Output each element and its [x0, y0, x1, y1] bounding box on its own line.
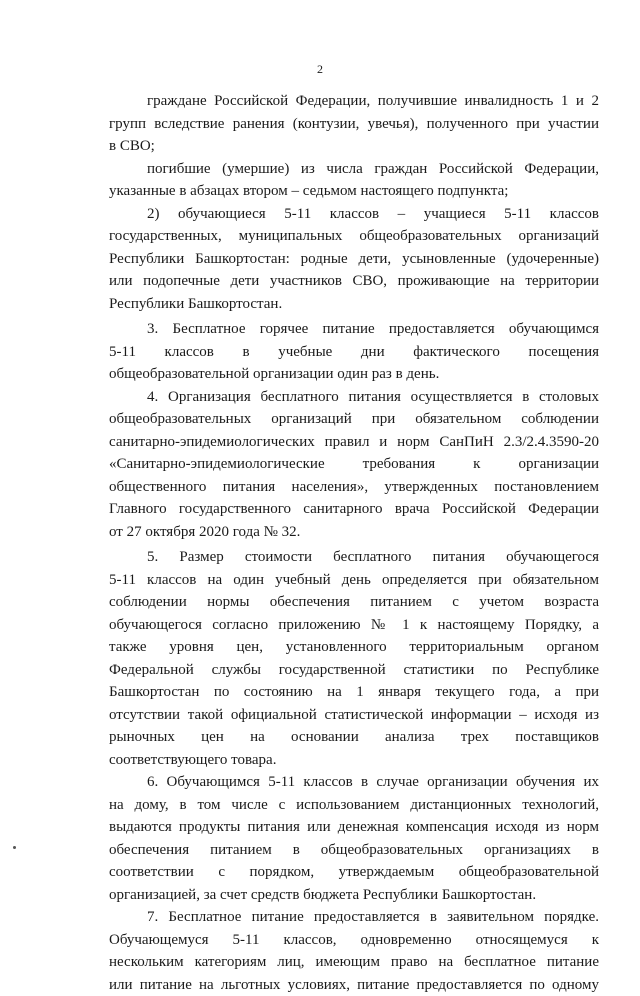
text-line: государственных, муниципальных общеобразовательных организаций	[109, 225, 599, 248]
text-line: отсутствии такой официальной статистической информации – исходя из	[109, 704, 599, 727]
text-line: граждане Российской Федерации, получившие инвалидность 1 и 2	[109, 90, 599, 113]
page-number: 2	[0, 62, 640, 77]
text-line: соответствии с порядком, утверждаемым общеобразовательной	[109, 861, 599, 884]
text-line: Федеральной службы государственной статистики по Республике	[109, 659, 599, 682]
text-line: погибшие (умершие) из числа граждан Российской Федерации,	[109, 158, 599, 181]
paragraph-item-5-cost	[109, 546, 599, 771]
text-line: также уровня цен, установленного территориальным органом	[109, 636, 599, 659]
text-line: Главного государственного санитарного врача Российской Федерации	[109, 498, 599, 521]
paragraph-deceased-citizens	[109, 158, 599, 203]
text-line: 3. Бесплатное горячее питание предоставляется обучающимся	[109, 318, 599, 341]
text-line: выдаются продукты питания или денежная компенсация исходя из норм	[109, 816, 599, 839]
text-line: организацией, за счет средств бюджета Республики Башкортостан.	[109, 884, 599, 907]
text-line: общеобразовательной организации один раз в день.	[109, 363, 599, 386]
text-line: 5-11 классов в учебные дни фактического посещения	[109, 341, 599, 364]
text-line: на дому, в том числе с использованием дистанционных технологий,	[109, 794, 599, 817]
text-line: санитарно-эпидемиологических правил и норм СанПиН 2.3/2.4.3590-20	[109, 431, 599, 454]
text-line: соответствующего товара.	[109, 749, 599, 772]
text-line: обучающегося согласно приложению № 1 к настоящему Порядку, а	[109, 614, 599, 637]
document-body	[109, 90, 599, 996]
paragraph-item-4-organization	[109, 386, 599, 544]
paragraph-item-2-students	[109, 203, 599, 316]
text-line: рыночных цен на основании анализа трех поставщиков	[109, 726, 599, 749]
text-line: Республики Башкортостан: родные дети, усыновленные (удочеренные)	[109, 248, 599, 271]
text-line: Обучающемуся 5-11 классов, одновременно относящемуся к	[109, 929, 599, 952]
text-line: 2) обучающиеся 5-11 классов – учащиеся 5-11 классов	[109, 203, 599, 226]
text-line: обеспечения питанием в общеобразовательных организациях в	[109, 839, 599, 862]
text-line: 5. Размер стоимости бесплатного питания обучающегося	[109, 546, 599, 569]
text-line: общеобразовательных организаций при обязательном соблюдении	[109, 408, 599, 431]
text-line: «Санитарно-эпидемиологические требования к организации	[109, 453, 599, 476]
text-line: 6. Обучающимся 5-11 классов в случае организации обучения их	[109, 771, 599, 794]
text-line: групп вследствие ранения (контузии, увечья), полученного при участии	[109, 113, 599, 136]
paragraph-item-7-application	[109, 906, 599, 996]
text-line: Республики Башкортостан.	[109, 293, 599, 316]
text-line: указанные в абзацах втором – седьмом настоящего подпункта;	[109, 180, 599, 203]
text-line: или подопечные дети участников СВО, проживающие на территории	[109, 270, 599, 293]
paragraph-citizens-disability	[109, 90, 599, 158]
text-line: Башкортостан по состоянию на 1 января текущего года, а при	[109, 681, 599, 704]
text-line: в СВО;	[109, 135, 599, 158]
text-line: от 27 октября 2020 года № 32.	[109, 521, 599, 544]
text-line: 7. Бесплатное питание предоставляется в заявительном порядке.	[109, 906, 599, 929]
text-line: или питание на льготных условиях, питание предоставляется по одному	[109, 974, 599, 996]
text-line: общественного питания населения», утвержденных постановлением	[109, 476, 599, 499]
paragraph-item-6-home-learning	[109, 771, 599, 906]
paragraph-item-3-hot-meals	[109, 318, 599, 386]
text-line: нескольким категориям лиц, имеющим право на бесплатное питание	[109, 951, 599, 974]
text-line: 5-11 классов на один учебный день определяется при обязательном	[109, 569, 599, 592]
text-line: 4. Организация бесплатного питания осуществляется в столовых	[109, 386, 599, 409]
text-line: соблюдении нормы обеспечения питанием с учетом возраста	[109, 591, 599, 614]
scan-speck	[13, 846, 16, 849]
